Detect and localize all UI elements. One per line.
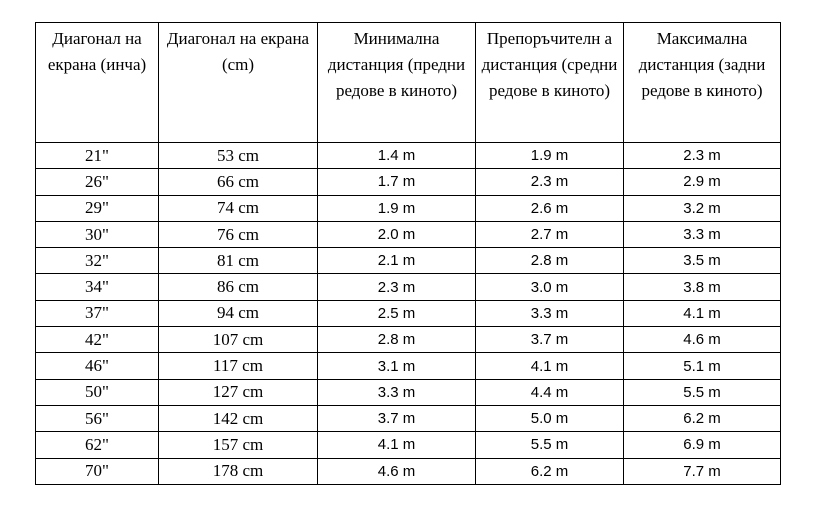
- header-minimum-distance: Минимална дистанция (предни редове в киното): [318, 23, 476, 143]
- table-row: [36, 195, 781, 221]
- cell-diagonal-cm: 117 cm: [159, 353, 318, 379]
- cell-diagonal-cm: 74 cm: [159, 195, 318, 221]
- cell-diagonal-inches: 26": [36, 169, 159, 195]
- table-row: [36, 379, 781, 405]
- cell-recommended-distance: 3.0 m: [476, 274, 624, 300]
- cell-minimum-distance: 2.0 m: [318, 221, 476, 247]
- cell-recommended-distance: 5.5 m: [476, 432, 624, 458]
- cell-recommended-distance: 3.3 m: [476, 300, 624, 326]
- cell-minimum-distance: 1.4 m: [318, 143, 476, 169]
- cell-recommended-distance: 5.0 m: [476, 405, 624, 431]
- cell-maximum-distance: 3.5 m: [624, 248, 781, 274]
- cell-maximum-distance: 2.9 m: [624, 169, 781, 195]
- cell-maximum-distance: 6.2 m: [624, 405, 781, 431]
- cell-maximum-distance: 2.3 m: [624, 143, 781, 169]
- cell-maximum-distance: 5.1 m: [624, 353, 781, 379]
- header-maximum-distance: Максимална дистанция (задни редове в киното): [624, 23, 781, 143]
- table-row: [36, 221, 781, 247]
- cell-diagonal-inches: 21": [36, 143, 159, 169]
- table-row: [36, 327, 781, 353]
- cell-diagonal-inches: 37": [36, 300, 159, 326]
- screen-distance-table: [35, 22, 781, 485]
- table-row: [36, 405, 781, 431]
- cell-diagonal-cm: 81 cm: [159, 248, 318, 274]
- cell-diagonal-cm: 94 cm: [159, 300, 318, 326]
- cell-recommended-distance: 1.9 m: [476, 143, 624, 169]
- cell-diagonal-cm: 142 cm: [159, 405, 318, 431]
- cell-diagonal-inches: 34": [36, 274, 159, 300]
- cell-minimum-distance: 2.8 m: [318, 327, 476, 353]
- cell-maximum-distance: 4.1 m: [624, 300, 781, 326]
- cell-diagonal-inches: 70": [36, 458, 159, 484]
- table-row: [36, 274, 781, 300]
- cell-minimum-distance: 1.9 m: [318, 195, 476, 221]
- cell-recommended-distance: 3.7 m: [476, 327, 624, 353]
- cell-diagonal-inches: 32": [36, 248, 159, 274]
- cell-maximum-distance: 3.2 m: [624, 195, 781, 221]
- cell-diagonal-inches: 56": [36, 405, 159, 431]
- cell-recommended-distance: 2.8 m: [476, 248, 624, 274]
- cell-recommended-distance: 4.1 m: [476, 353, 624, 379]
- cell-recommended-distance: 6.2 m: [476, 458, 624, 484]
- cell-diagonal-cm: 127 cm: [159, 379, 318, 405]
- cell-diagonal-cm: 178 cm: [159, 458, 318, 484]
- cell-diagonal-inches: 42": [36, 327, 159, 353]
- cell-maximum-distance: 3.3 m: [624, 221, 781, 247]
- cell-minimum-distance: 2.5 m: [318, 300, 476, 326]
- cell-minimum-distance: 3.3 m: [318, 379, 476, 405]
- header-diagonal-cm: Диагонал на екрана (cm): [159, 23, 318, 143]
- cell-diagonal-cm: 76 cm: [159, 221, 318, 247]
- cell-maximum-distance: 4.6 m: [624, 327, 781, 353]
- cell-diagonal-inches: 46": [36, 353, 159, 379]
- cell-minimum-distance: 1.7 m: [318, 169, 476, 195]
- table-row: [36, 248, 781, 274]
- table-row: [36, 432, 781, 458]
- cell-diagonal-cm: 107 cm: [159, 327, 318, 353]
- cell-diagonal-cm: 66 cm: [159, 169, 318, 195]
- cell-diagonal-inches: 29": [36, 195, 159, 221]
- cell-diagonal-cm: 157 cm: [159, 432, 318, 458]
- cell-diagonal-inches: 62": [36, 432, 159, 458]
- cell-diagonal-cm: 53 cm: [159, 143, 318, 169]
- cell-recommended-distance: 2.3 m: [476, 169, 624, 195]
- table-row: [36, 353, 781, 379]
- cell-minimum-distance: 4.1 m: [318, 432, 476, 458]
- cell-minimum-distance: 2.1 m: [318, 248, 476, 274]
- cell-recommended-distance: 4.4 m: [476, 379, 624, 405]
- cell-minimum-distance: 3.1 m: [318, 353, 476, 379]
- cell-recommended-distance: 2.6 m: [476, 195, 624, 221]
- cell-minimum-distance: 4.6 m: [318, 458, 476, 484]
- table-header-row: [36, 23, 781, 143]
- table-body: [36, 143, 781, 485]
- cell-diagonal-inches: 50": [36, 379, 159, 405]
- cell-minimum-distance: 3.7 m: [318, 405, 476, 431]
- cell-maximum-distance: 7.7 m: [624, 458, 781, 484]
- cell-maximum-distance: 3.8 m: [624, 274, 781, 300]
- cell-maximum-distance: 5.5 m: [624, 379, 781, 405]
- table-row: [36, 458, 781, 484]
- table-row: [36, 300, 781, 326]
- cell-diagonal-inches: 30": [36, 221, 159, 247]
- cell-maximum-distance: 6.9 m: [624, 432, 781, 458]
- header-diagonal-inches: Диагонал на екрана (инча): [36, 23, 159, 143]
- cell-diagonal-cm: 86 cm: [159, 274, 318, 300]
- table-row: [36, 143, 781, 169]
- header-recommended-distance: Препоръчителн а дистанция (средни редове в киното): [476, 23, 624, 143]
- cell-recommended-distance: 2.7 m: [476, 221, 624, 247]
- table-row: [36, 169, 781, 195]
- cell-minimum-distance: 2.3 m: [318, 274, 476, 300]
